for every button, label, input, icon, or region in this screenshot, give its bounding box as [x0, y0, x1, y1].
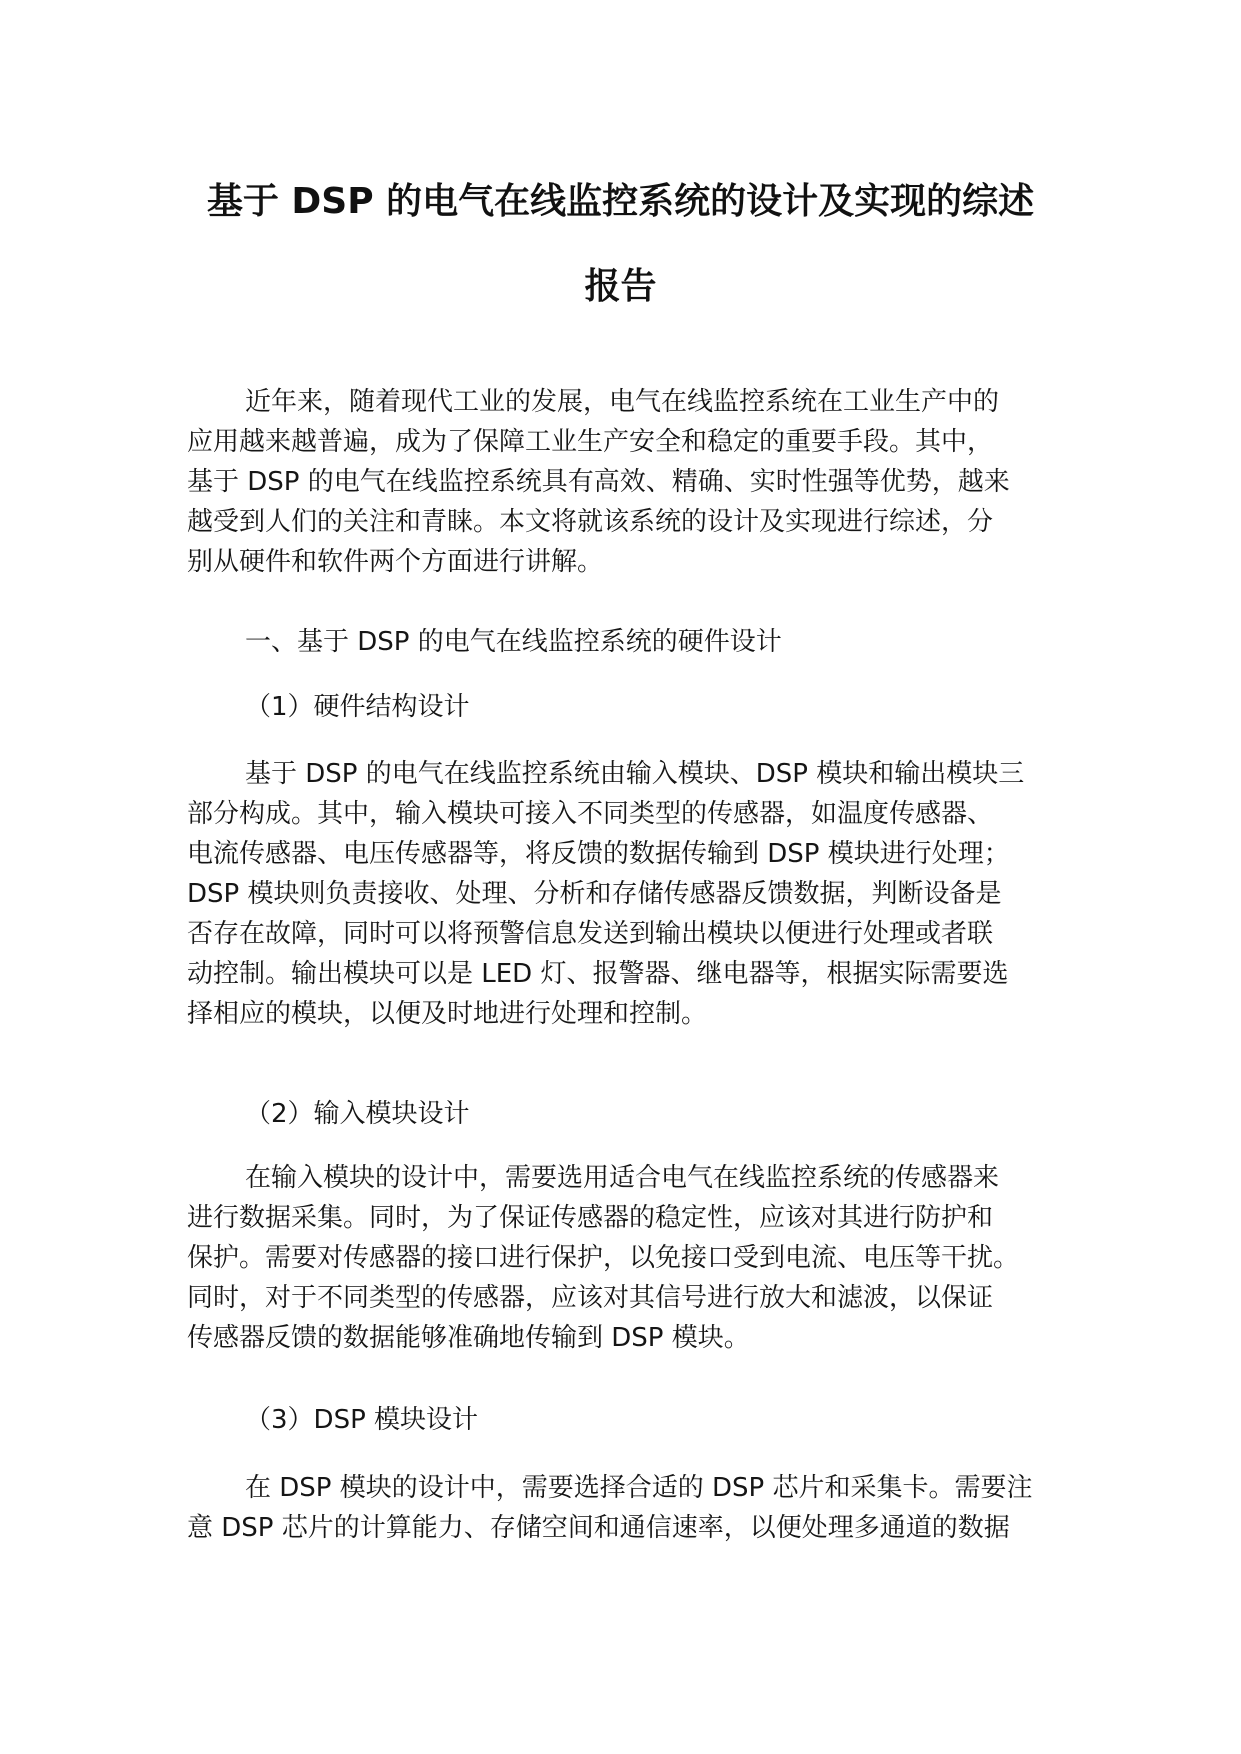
document-title-line-1: 基于 DSP 的电气在线监控系统的设计及实现的综述	[206, 181, 1035, 222]
section-heading: 一、基于 DSP 的电气在线监控系统的硬件设计	[245, 627, 782, 657]
subsection-heading: （2）输入模块设计	[245, 1099, 470, 1129]
paragraph-line: 传感器反馈的数据能够准确地传输到 DSP 模块。	[187, 1323, 750, 1353]
paragraph-line: 同时，对于不同类型的传感器，应该对其信号进行放大和滤波，以保证	[187, 1283, 994, 1313]
paragraph-line: 应用越来越普遍，成为了保障工业生产安全和稳定的重要手段。其中，	[187, 427, 994, 457]
document-title-line-2: 报告	[584, 266, 657, 307]
paragraph-line: 部分构成。其中，输入模块可接入不同类型的传感器，如温度传感器、	[187, 799, 994, 829]
paragraph-line: 别从硬件和软件两个方面进行讲解。	[187, 547, 604, 577]
paragraph-line: 基于 DSP 的电气在线监控系统由输入模块、DSP 模块和输出模块三	[245, 759, 1025, 789]
paragraph-line: 动控制。输出模块可以是 LED 灯、报警器、继电器等，根据实际需要选	[187, 959, 1009, 989]
paragraph-line: 近年来，随着现代工业的发展，电气在线监控系统在工业生产中的	[245, 387, 1000, 417]
paragraph-line: 保护。需要对传感器的接口进行保护，以免接口受到电流、电压等干扰。	[187, 1243, 1020, 1273]
paragraph-line: 在输入模块的设计中，需要选用适合电气在线监控系统的传感器来	[245, 1163, 1000, 1193]
paragraph-line: 进行数据采集。同时，为了保证传感器的稳定性，应该对其进行防护和	[187, 1203, 994, 1233]
paragraph-line: 基于 DSP 的电气在线监控系统具有高效、精确、实时性强等优势，越来	[187, 467, 1010, 497]
paragraph-line: 在 DSP 模块的设计中，需要选择合适的 DSP 芯片和采集卡。需要注	[245, 1473, 1033, 1503]
paragraph-line: 择相应的模块，以便及时地进行处理和控制。	[187, 999, 708, 1029]
paragraph-line: DSP 模块则负责接收、处理、分析和存储传感器反馈数据，判断设备是	[187, 879, 1002, 909]
paragraph-line: 越受到人们的关注和青睐。本文将就该系统的设计及实现进行综述，分	[187, 507, 994, 537]
paragraph-line: 电流传感器、电压传感器等，将反馈的数据传输到 DSP 模块进行处理；	[187, 839, 1010, 869]
subsection-heading: （1）硬件结构设计	[245, 692, 470, 722]
subsection-heading: （3）DSP 模块设计	[245, 1405, 479, 1435]
paragraph-line: 意 DSP 芯片的计算能力、存储空间和通信速率，以便处理多通道的数据	[187, 1513, 1010, 1543]
paragraph-line: 否存在故障，同时可以将预警信息发送到输出模块以便进行处理或者联	[187, 919, 994, 949]
